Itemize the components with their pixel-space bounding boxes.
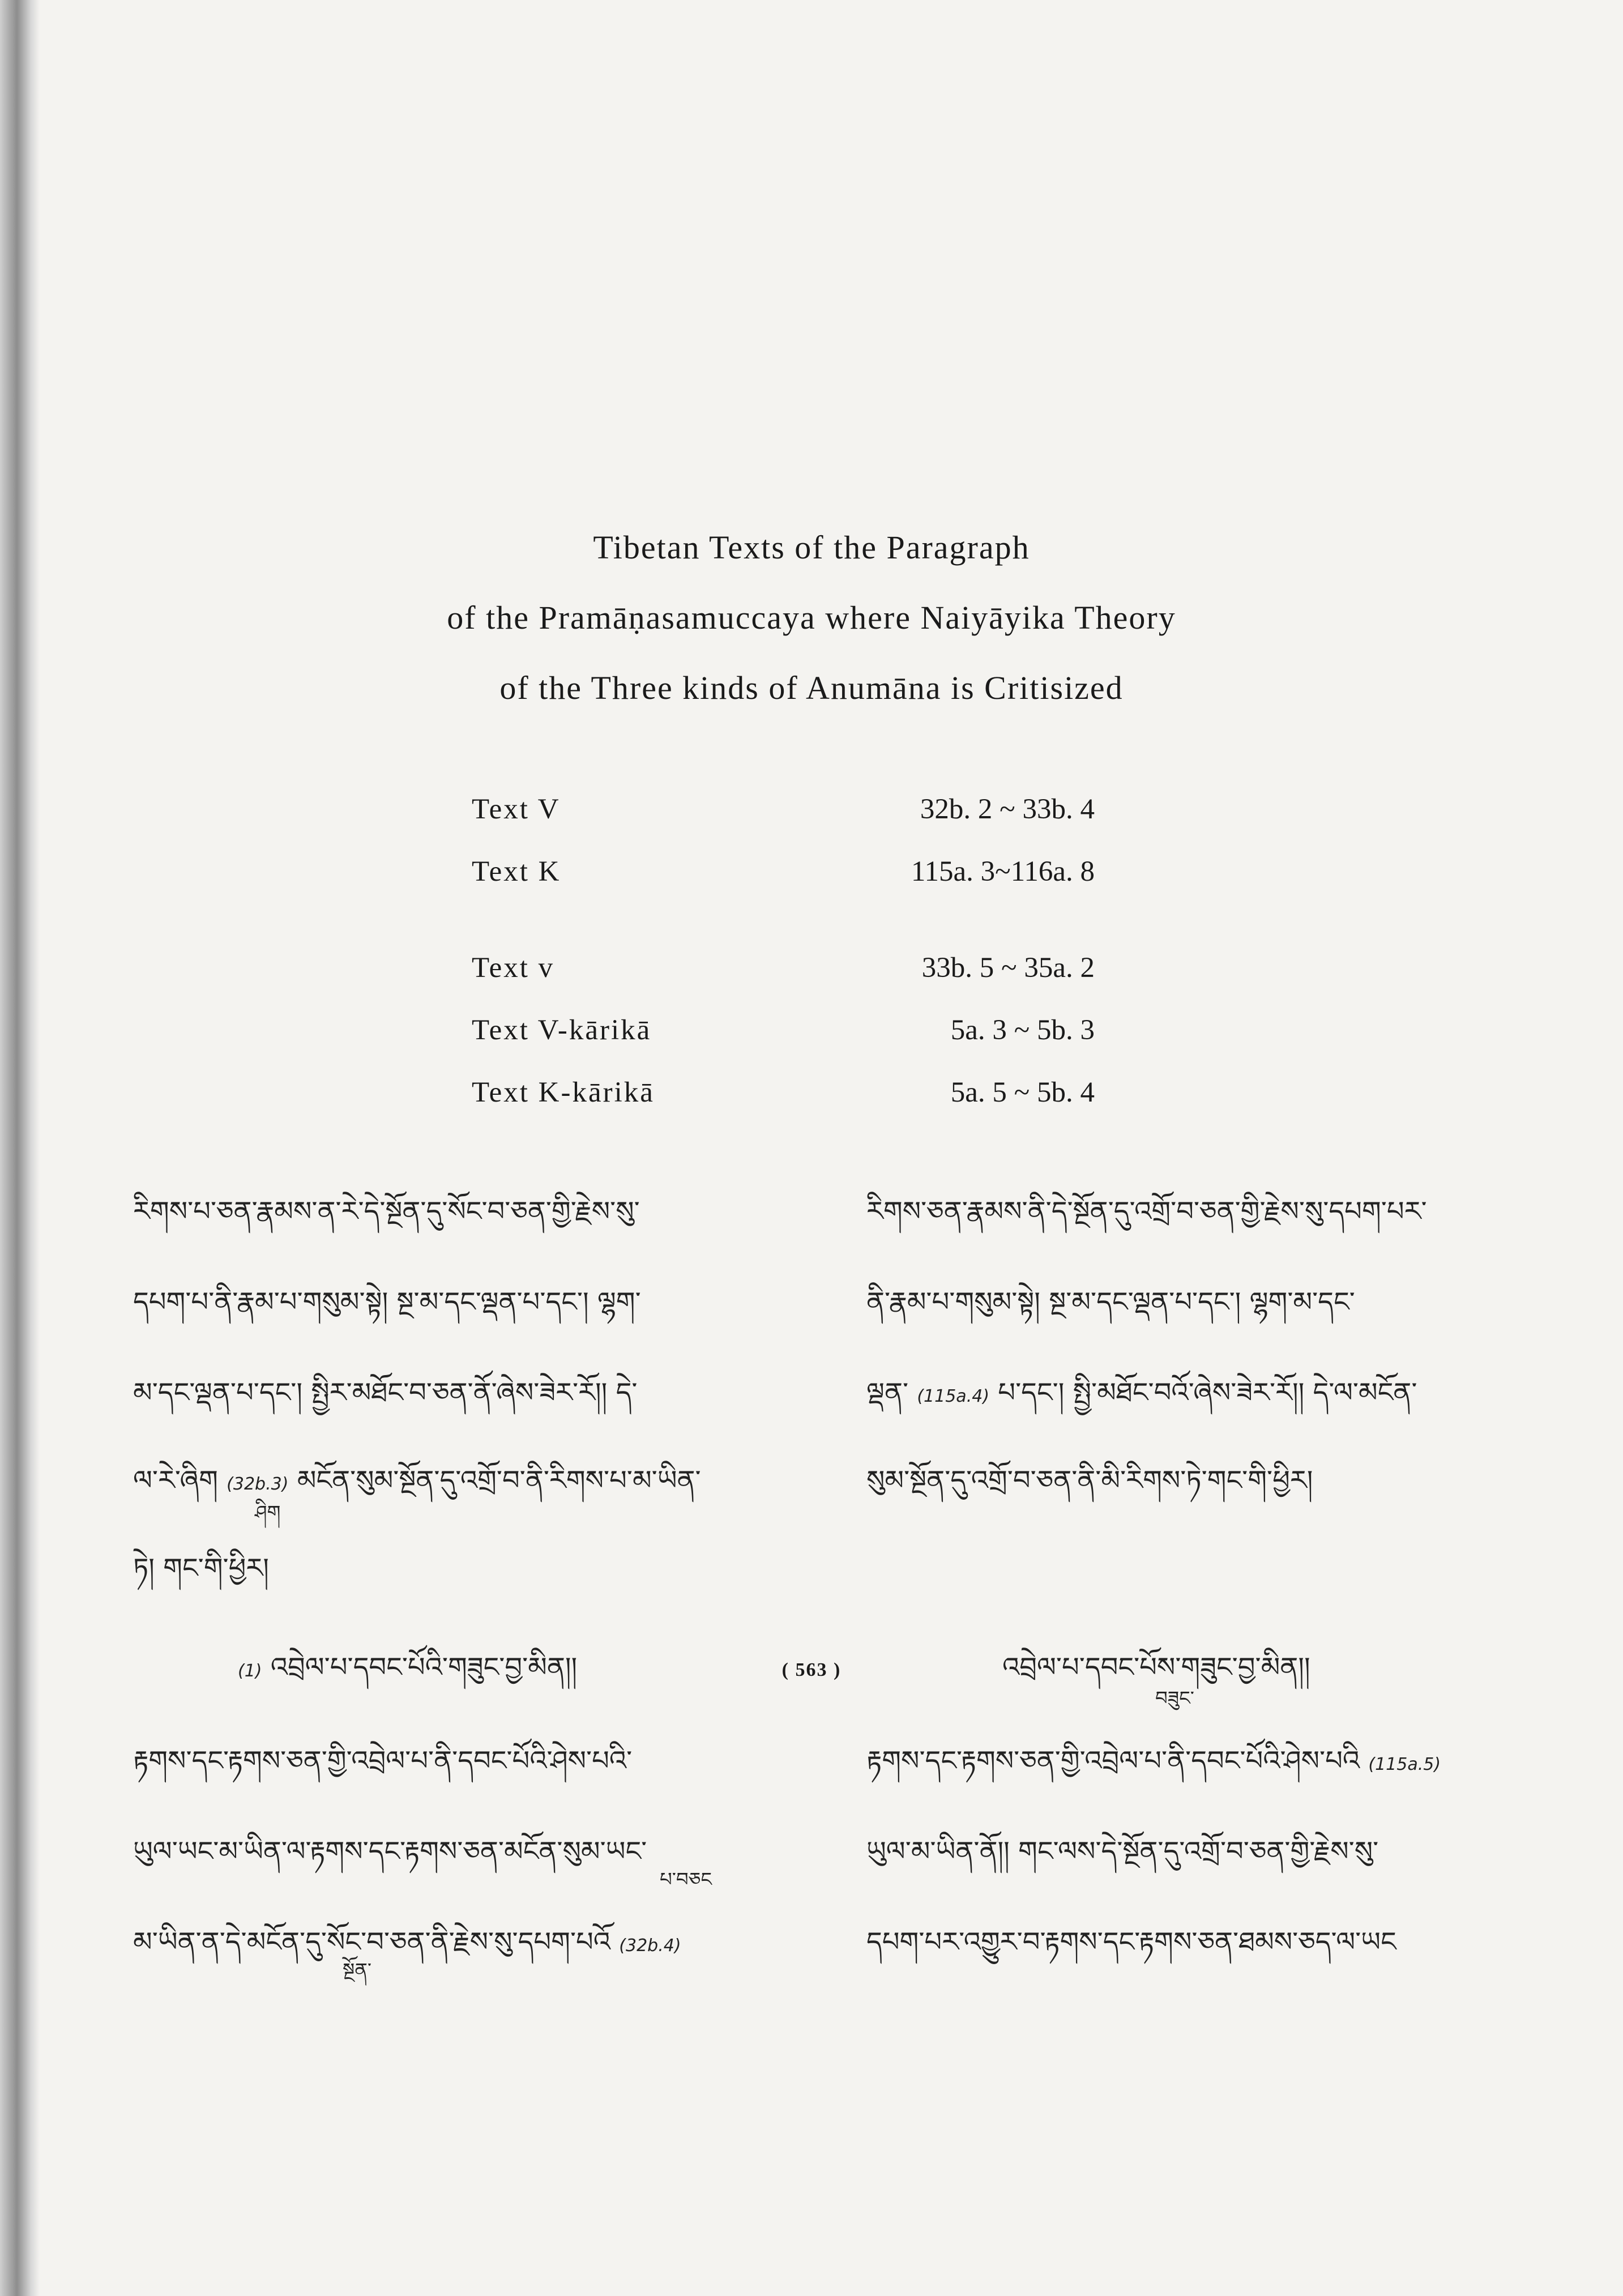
reference-label: Text K-kārikā (472, 1077, 655, 1108)
folio-reference: (32b.4) (619, 1936, 681, 1956)
page-number: ( 563 ) (781, 1659, 842, 1680)
interlinear-note: ཤིག (255, 1501, 281, 1524)
right-verse-heading: འབྲེལ་པ་དབང་པོས་གཟུང་བྱ་མིན།། (1002, 1651, 1310, 1683)
title-line-2: of the Pramāṇasamuccaya where Naiyāyika Theory (447, 599, 1176, 636)
right-text-segment: རྟགས་དང་རྟགས་ཅན་གྱི་འབྲེལ་པ་ནི་དབང་པོའི་ཤེས་པའི (866, 1745, 1360, 1777)
reference-range: 115a. 3~116a. 8 (911, 856, 1095, 887)
binding-edge (0, 0, 40, 2296)
interlinear-note: པ་བཅང (660, 1868, 712, 1891)
verse-text: འབྲེལ་པ་དབང་པོའི་གཟུང་བྱ་མིན།། (270, 1651, 578, 1683)
reference-row (472, 793, 1151, 855)
left-text-line-4 (133, 1450, 701, 1526)
right-text-line-1: རིགས་ཅན་རྣམས་ནི་དེ་སྔོན་དུ་འགྲོ་བ་ཅན་གྱི་རྗེས་སུ་དཔག་པར་ (866, 1196, 1427, 1227)
reference-range: 33b. 5 ~ 35a. 2 (921, 952, 1095, 984)
right-text-segment: པ་དང་། སྤྱི་མཐོང་བའོ་ཞེས་ཟེར་རོ།། དེ་ལ་མངོན་ (998, 1377, 1417, 1409)
interlinear-note: བཟུང་ (1155, 1687, 1194, 1710)
reference-row (472, 1014, 1151, 1076)
left-text-line-7: ཡུལ་ཡང་མ་ཡིན་ལ་རྟགས་དང་རྟགས་ཅན་མངོན་སུམ་ཡང་ (133, 1836, 647, 1867)
right-text-line-5 (866, 1730, 1441, 1807)
reference-label: Text V (472, 793, 561, 825)
right-text-line-3 (866, 1362, 1417, 1439)
left-text-line-2: དཔག་པ་ནི་རྣམ་པ་གསུམ་སྟེ། སྔ་མ་དང་ལྡན་པ་དང་། ལྷག་ (133, 1286, 641, 1318)
text-references (472, 793, 1151, 1138)
right-text-line-7: དཔག་པར་འགྱུར་བ་རྟགས་དང་རྟགས་ཅན་ཐམས་ཅད་ལ་ཡང (866, 1926, 1396, 1958)
reference-row (472, 855, 1151, 917)
reference-row (472, 951, 1151, 1014)
verse-number: (1) (238, 1661, 262, 1681)
reference-range: 5a. 5 ~ 5b. 4 (950, 1077, 1095, 1108)
reference-label: Text v (472, 952, 555, 984)
left-text-segment: མ་ཡིན་ན་དེ་མངོན་དུ་སོང་བ་ཅན་ནི་རྗེས་སུ་དཔག་པའོ (133, 1926, 611, 1958)
page-title (0, 513, 1623, 723)
reference-range: 32b. 2 ~ 33b. 4 (920, 793, 1095, 825)
right-text-line-6: ཡུལ་མ་ཡིན་ནོ།། གང་ལས་དེ་སྔོན་དུ་འགྲོ་བ་ཅན་གྱི་རྗེས་སུ་ (866, 1836, 1379, 1867)
reference-label: Text V-kārikā (472, 1014, 652, 1046)
title-line-3: of the Three kinds of Anumāna is Critisized (499, 669, 1124, 706)
left-text-line-6: རྟགས་དང་རྟགས་ཅན་གྱི་འབྲེལ་པ་ནི་དབང་པོའི་ཤེས་པའི་ (133, 1745, 633, 1777)
folio-reference: (115a.4) (917, 1386, 990, 1406)
right-text-segment: ལྡན་ (866, 1377, 909, 1409)
title-line-1: Tibetan Texts of the Paragraph (593, 529, 1030, 566)
left-text-line-3: མ་དང་ལྡན་པ་དང་། སྤྱིར་མཐོང་བ་ཅན་ནོ་ཞེས་ཟེར་རོ།། དེ་ (133, 1377, 638, 1409)
left-text-line-5: ཏེ། གང་གི་ཕྱིར། (133, 1552, 269, 1584)
left-text-line-1: རིགས་པ་ཅན་རྣམས་ན་རེ་དེ་སྔོན་དུ་སོང་བ་ཅན་གྱི་རྗེས་སུ་ (133, 1196, 640, 1227)
right-text-line-2: ནི་རྣམ་པ་གསུམ་སྟེ། སྔ་མ་དང་ལྡན་པ་དང་། ལྷག་མ་དང་ (866, 1286, 1355, 1318)
reference-row (472, 1076, 1151, 1138)
left-text-segment: མངོན་སུམ་སྔོན་དུ་འགྲོ་བ་ནི་རིགས་པ་མ་ཡིན་ (297, 1465, 701, 1496)
reference-range: 5a. 3 ~ 5b. 3 (950, 1014, 1095, 1046)
folio-reference: (115a.5) (1368, 1755, 1441, 1774)
folio-reference: (32b.3) (227, 1474, 289, 1494)
left-text-segment: ལ་རེ་ཞིག (133, 1465, 218, 1496)
interlinear-note: སྔོན་ (343, 1959, 372, 1982)
reference-label: Text K (472, 856, 561, 887)
left-text-line-8 (133, 1911, 681, 1988)
right-text-line-4: སུམ་སྔོན་དུ་འགྲོ་བ་ཅན་ནི་མི་རིགས་ཏེ་གང་གི་ཕྱིར། (866, 1465, 1313, 1496)
